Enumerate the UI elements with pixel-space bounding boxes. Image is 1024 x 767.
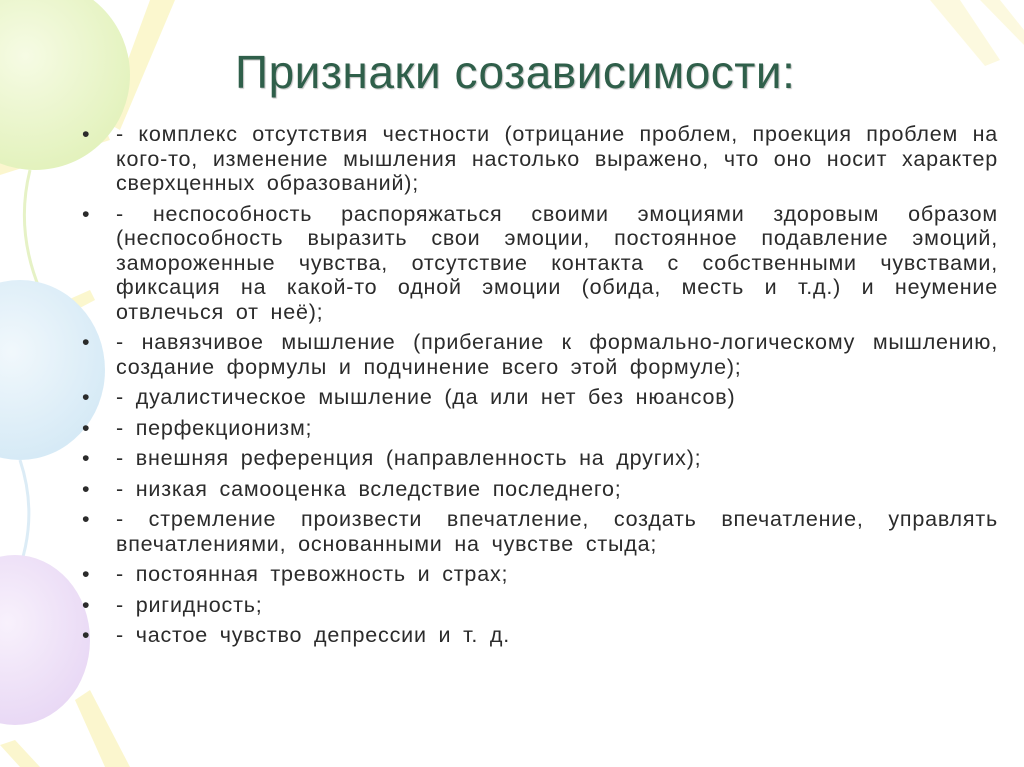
bullet-icon: • [82,507,91,531]
list-item-text: - стремление произвести впечатление, создать впечатление, управлять впечатлениями, основанными на чувстве стыда; [116,507,998,556]
bullet-icon: • [82,385,91,409]
list-item [78,623,998,648]
bullet-icon: • [82,415,91,440]
list-item-text: - перфекционизм; [116,415,313,440]
list-item-text: - дуалистическое мышление (да или нет без нюансов) [116,385,736,409]
bullet-icon: • [82,476,91,501]
bullet-icon: • [82,562,91,586]
list-item [78,385,998,410]
bullet-list [78,122,998,654]
list-item [78,330,998,379]
bullet-icon: • [82,446,91,470]
bullet-icon: • [82,592,91,617]
slide-title: Признаки созависимости: [235,46,796,98]
list-item-text: - комплекс отсутствия честности (отрицание проблем, проекция проблем на кого-то, изменение мышления настолько выражено, что оно носит характер сверхценных образований); [116,122,998,195]
bullet-icon: • [82,623,91,647]
list-item [78,202,998,325]
bullet-icon: • [82,330,91,354]
list-item [78,562,998,587]
list-item [78,593,998,618]
list-item [78,122,998,196]
list-item-text: - частое чувство депрессии и т. д. [116,623,511,647]
list-item [78,446,998,471]
list-item-text: - ригидность; [116,592,263,617]
bullet-icon: • [82,122,91,146]
list-item-text: - неспособность распоряжаться своими эмоциями здоровым образом (неспособность выразить свои эмоции, постоянное подавление эмоций, замороженные чувства, отсутствие контакта с собственными чувствами, фиксация на какой-то одной эмоции (обида, месть и т.д.) и неумение отвлечься от неё); [116,201,998,324]
list-item-text: - низкая самооценка вследствие последнего; [116,476,622,501]
list-item [78,507,998,556]
list-item [78,416,998,441]
bullet-icon: • [82,201,91,226]
list-item-text: - навязчивое мышление (прибегание к формально-логическому мышлению, создание формулы и подчинение всего этой формуле); [116,330,998,379]
list-item [78,477,998,502]
list-item-text: - внешняя референция (направленность на других); [116,446,702,470]
list-item-text: - постоянная тревожность и страх; [116,562,509,586]
